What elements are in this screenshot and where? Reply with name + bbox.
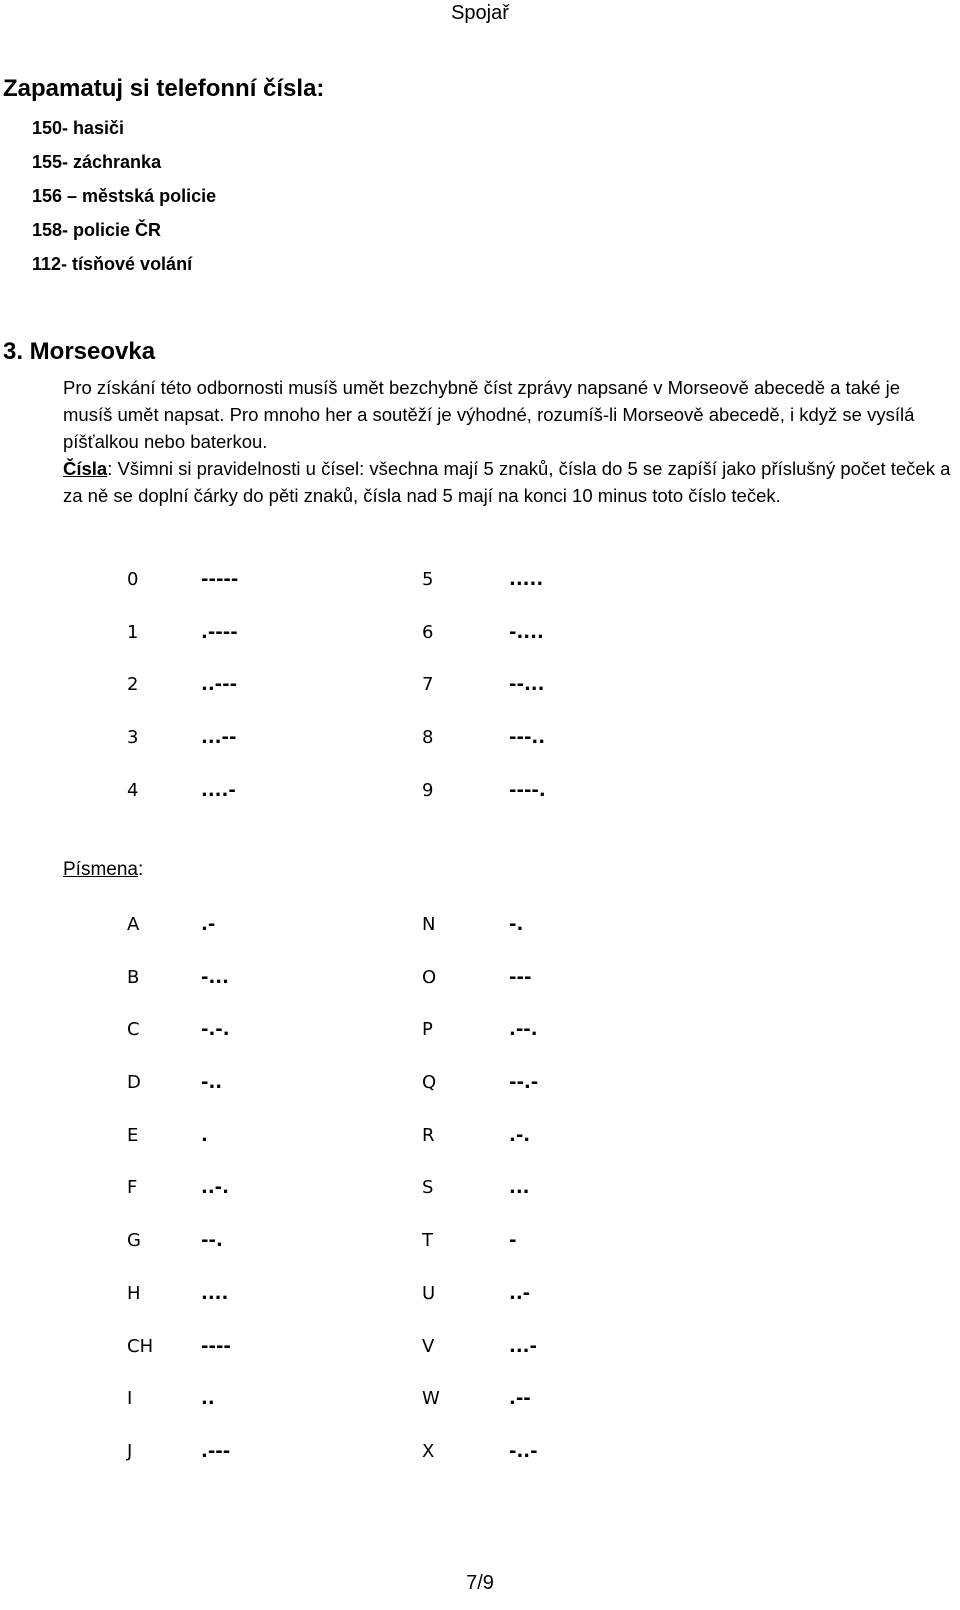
morse-heading: 3. Morseovka	[3, 338, 156, 365]
code-cell: --...	[509, 674, 545, 696]
symbol-cell: R	[422, 1124, 435, 1146]
phone-item: 158- policie ČR	[32, 220, 162, 240]
code-cell: ..---	[201, 674, 238, 696]
code-cell: -----	[201, 569, 239, 590]
letters-label: Písmena	[63, 859, 138, 880]
symbol-cell: X	[422, 1440, 435, 1462]
symbol-cell: CH	[127, 1335, 154, 1357]
code-cell: -..	[201, 1072, 223, 1094]
code-cell: .....	[509, 569, 544, 590]
symbol-cell: H	[127, 1282, 141, 1304]
code-cell: .--	[509, 1388, 531, 1410]
phone-item: 150- hasiči	[32, 118, 125, 138]
symbol-cell: E	[127, 1124, 139, 1146]
symbol-cell: 8	[422, 727, 434, 749]
code-cell: .-.	[509, 1124, 531, 1146]
code-cell: ..-	[509, 1282, 531, 1304]
symbol-cell: V	[422, 1335, 435, 1357]
code-cell: ---	[509, 966, 532, 988]
code-cell: .--.	[509, 1019, 538, 1041]
symbol-cell: F	[127, 1177, 138, 1199]
code-cell: ---..	[509, 727, 546, 749]
code-cell: -.-.	[201, 1019, 230, 1041]
numbers-text: Všimni si pravidelnosti u čísel: všechna mají 5 znaků, čísla do 5 se zapíší jako příslušný počet teček a za ně se doplní čárky do pěti znaků, čísla nad 5 mají na konci 10 minus toto číslo teček.	[63, 458, 951, 506]
symbol-cell: D	[127, 1072, 141, 1094]
phone-item: 155- záchranka	[32, 152, 162, 172]
code-cell: -	[509, 1230, 517, 1252]
code-cell: ..-.	[201, 1177, 229, 1199]
phones-heading: Zapamatuj si telefonní čísla:	[3, 75, 325, 102]
symbol-cell: 5	[422, 569, 434, 590]
page-header: Spojař	[451, 2, 509, 24]
symbol-cell: G	[127, 1230, 141, 1252]
symbol-cell: P	[422, 1019, 433, 1041]
code-cell: .-	[201, 914, 216, 935]
letters-colon: :	[137, 859, 144, 880]
symbol-cell: 9	[422, 779, 434, 801]
symbol-cell: B	[127, 966, 140, 988]
symbol-cell: 7	[422, 674, 434, 696]
code-cell: ----.	[509, 779, 546, 801]
code-cell: ----	[201, 1335, 231, 1357]
code-cell: ....	[201, 1282, 229, 1304]
symbol-cell: 0	[127, 569, 139, 590]
symbol-cell: I	[127, 1388, 133, 1410]
code-cell: .----	[201, 621, 238, 643]
code-cell: --.-	[509, 1072, 539, 1094]
symbol-cell: 2	[127, 674, 139, 696]
morse-intro: Pro získání této odbornosti musíš umět bezchybně číst zprávy napsané v Morseově abecedě a také je musíš umět napsat. Pro mnoho her a soutěží je výhodné, rozumíš-li Morseově abecedě, i když se vysílá píšťalkou nebo baterkou.	[63, 377, 915, 452]
code-cell: .---	[201, 1440, 231, 1462]
phone-list	[32, 115, 216, 285]
code-cell: --.	[201, 1230, 223, 1252]
numbers-label: Čísla	[63, 458, 108, 479]
code-cell: -..-	[509, 1440, 538, 1462]
symbol-cell: A	[127, 914, 140, 935]
code-cell: .	[201, 1124, 208, 1146]
symbol-cell: T	[422, 1230, 433, 1252]
symbol-cell: C	[127, 1019, 140, 1041]
symbol-cell: N	[422, 914, 436, 935]
code-cell: -...	[201, 966, 229, 988]
symbol-cell: W	[422, 1388, 440, 1410]
symbol-cell: U	[422, 1282, 436, 1304]
code-cell: ..	[201, 1388, 215, 1410]
symbol-cell: 4	[127, 779, 139, 801]
symbol-cell: O	[422, 966, 437, 988]
code-cell: ...--	[201, 727, 237, 749]
numbers-colon: :	[107, 458, 113, 479]
symbol-cell: 3	[127, 727, 139, 749]
phone-item: 112- tísňové volání	[32, 254, 193, 274]
symbol-cell: S	[422, 1177, 434, 1199]
code-cell: -.	[509, 914, 524, 935]
numbers-description	[63, 455, 953, 509]
code-cell: ....-	[201, 779, 236, 801]
symbol-cell: Q	[422, 1072, 437, 1094]
code-cell: ...	[509, 1177, 530, 1199]
phone-item: 156 – městská policie	[32, 186, 217, 206]
code-cell: -....	[509, 621, 544, 643]
symbol-cell: 1	[127, 621, 139, 643]
letters-heading	[63, 856, 143, 884]
symbol-cell: 6	[422, 621, 434, 643]
code-cell: ...-	[509, 1335, 537, 1357]
symbol-cell: J	[127, 1440, 133, 1462]
page-number: 7/9	[466, 1572, 494, 1594]
